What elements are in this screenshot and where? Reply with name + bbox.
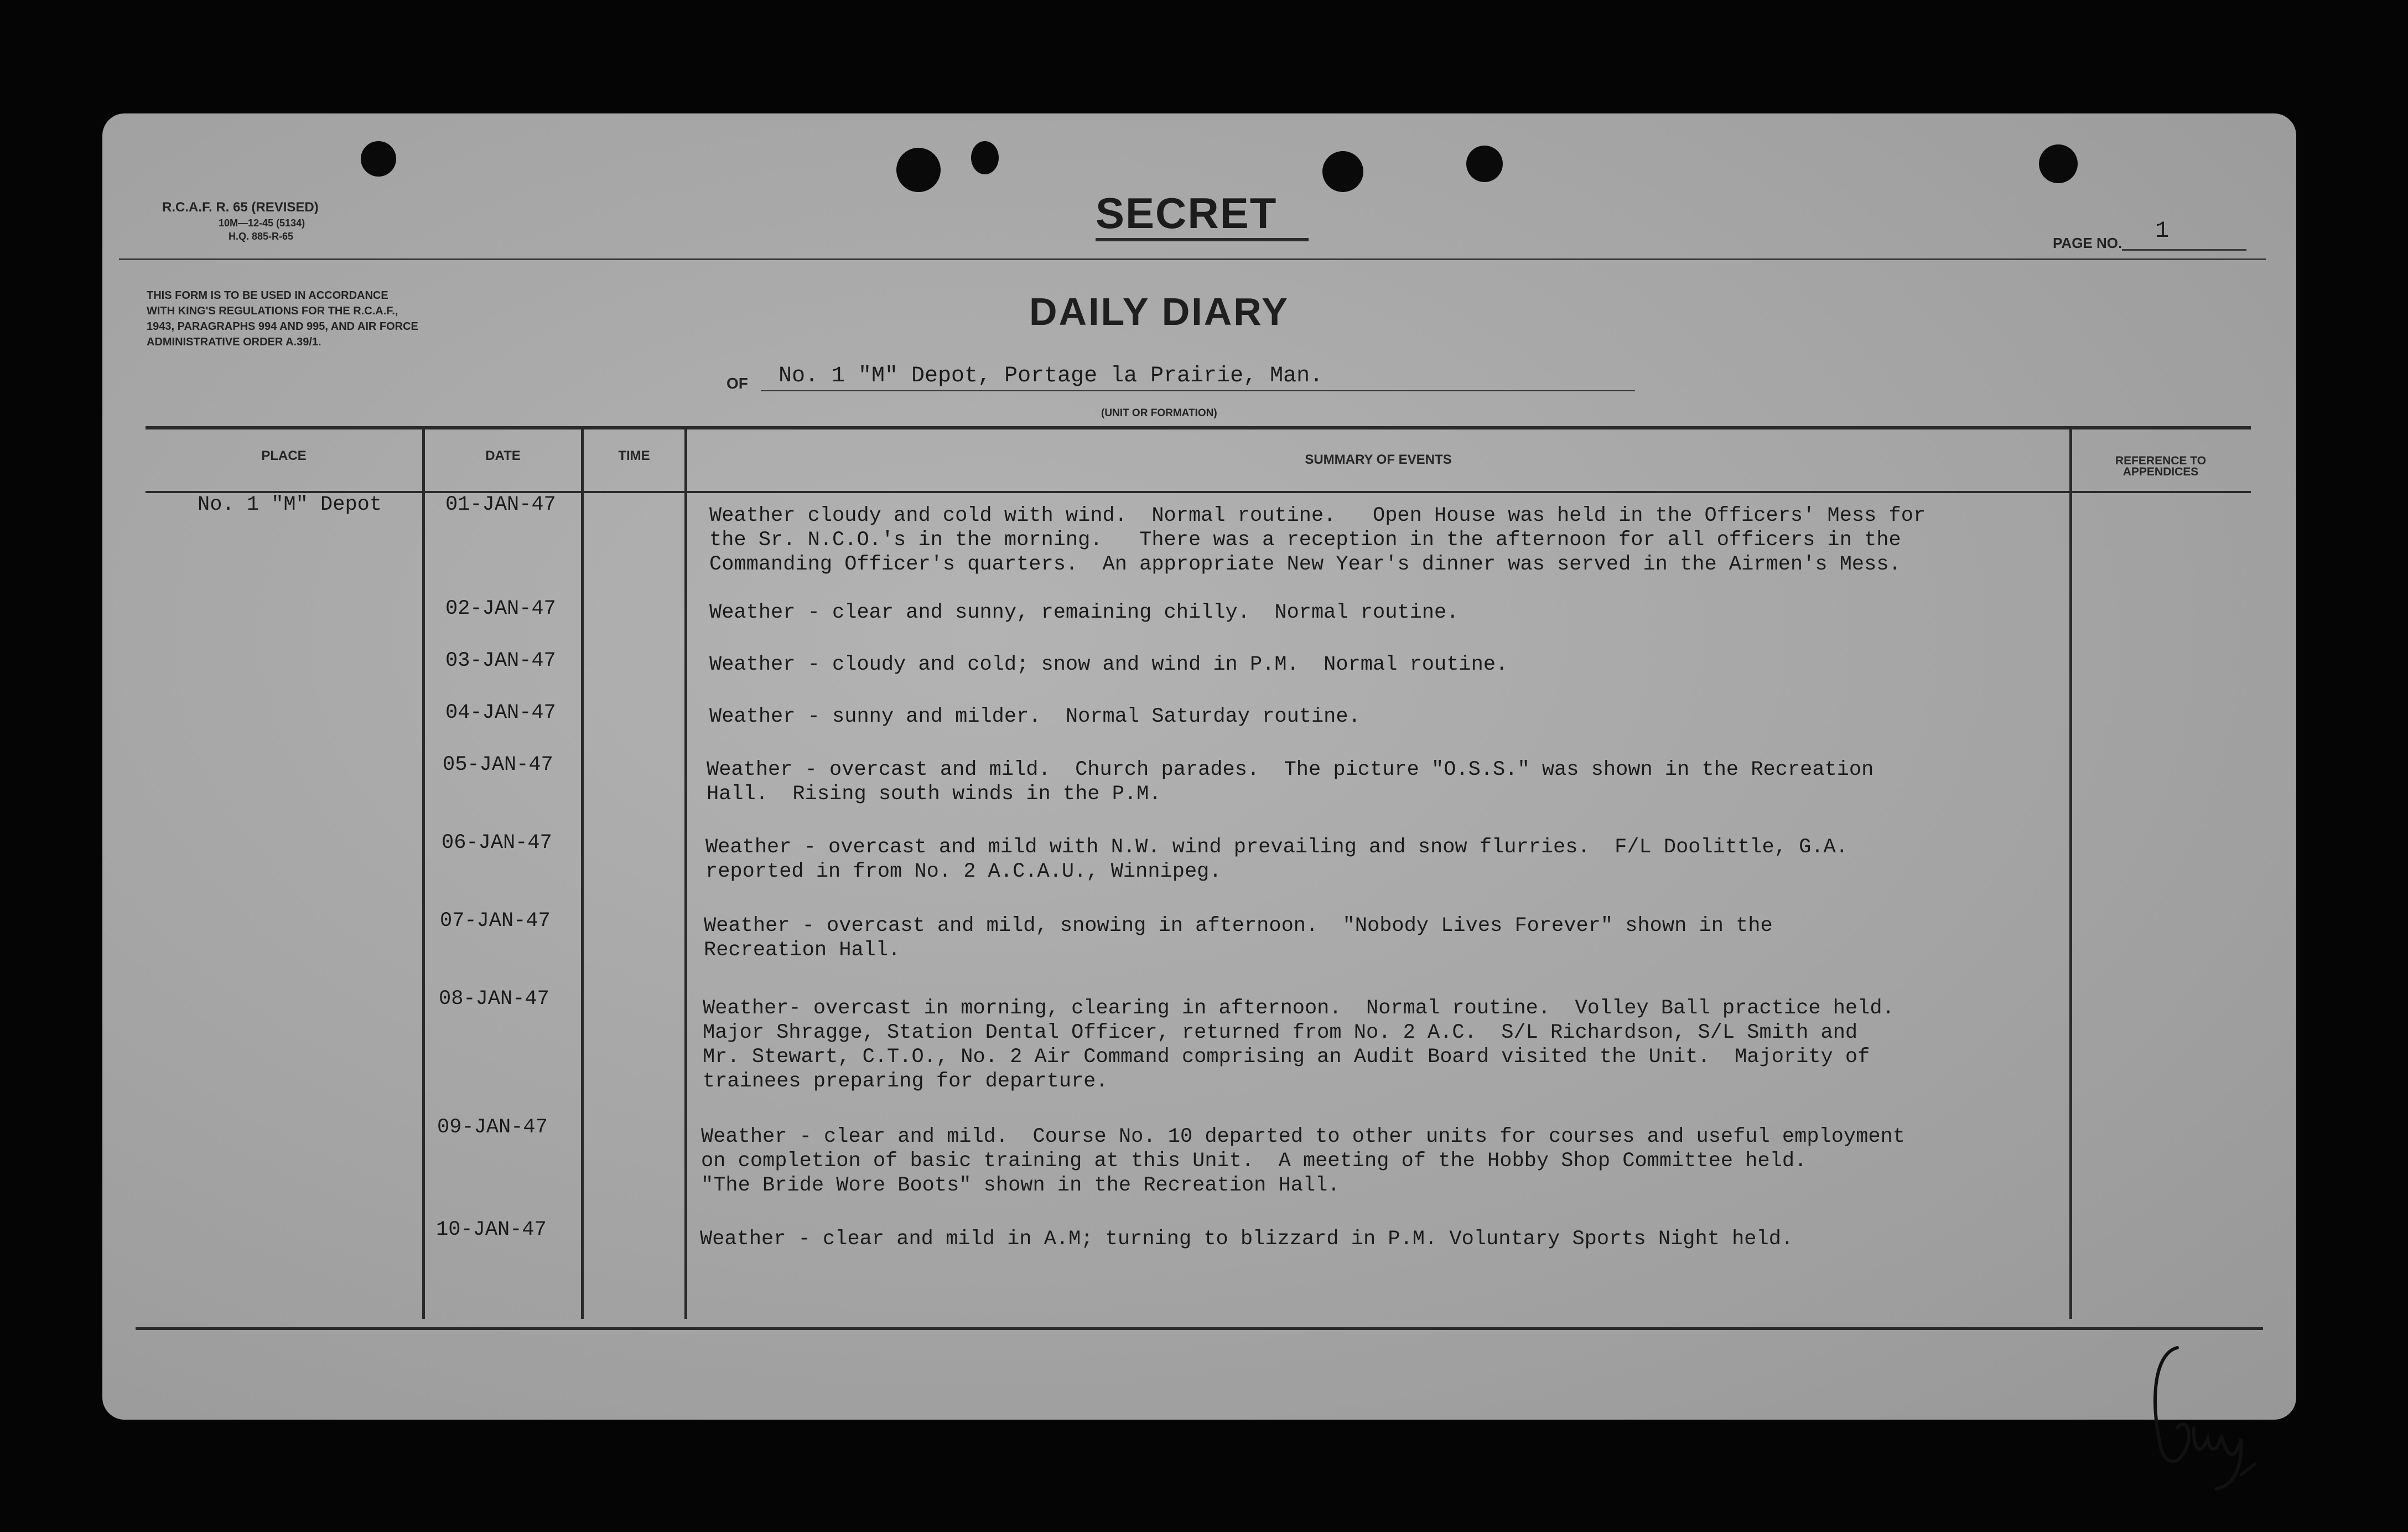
entry-summary: Weather - cloudy and cold; snow and wind in P.M. Normal routine. bbox=[709, 653, 1508, 676]
entry-summary: Weather - overcast and mild, snowing in afternoon. "Nobody Lives Forever" shown in the Recreation Hall. bbox=[704, 914, 1773, 962]
entry-date: 04-JAN-47 bbox=[445, 701, 556, 724]
page-number-line bbox=[2122, 249, 2246, 251]
place-column-header: PLACE bbox=[261, 448, 307, 463]
entry-summary: Weather cloudy and cold with wind. Normal routine. Open House was held in the Officers' Mess for the Sr. N.C.O.'s in the morning. There was a reception in the afternoon for all officers in the Commanding Officer's quarters. An appropriate New Year's dinner was served in the Airmen's Mess. bbox=[709, 504, 1926, 576]
punch-hole bbox=[361, 141, 396, 177]
diary-sheet bbox=[102, 113, 2296, 1420]
entry-summary: Weather - clear and mild. Course No. 10 departed to other units for courses and useful employment on completion of basic training at this Unit. A meeting of the Hobby Shop Committee held. "The Bride Wore Boots" shown in the Recreation Hall. bbox=[701, 1125, 1905, 1197]
entry-summary: Weather- overcast in morning, clearing in afternoon. Normal routine. Volley Ball practice held. Major Shragge, Station Dental Officer, returned from No. 2 A.C. S/L Richardson, S/L Smith and Mr. Stewart, C.T.O., No. 2 Air Command comprising an Audit Board visited the Unit. Majority of trainees preparing for departure. bbox=[703, 997, 1895, 1093]
punch-hole bbox=[1322, 151, 1363, 192]
column-divider bbox=[422, 426, 425, 1319]
entry-summary: Weather - overcast and mild with N.W. wind prevailing and snow flurries. F/L Doolittle, G.A. reported in from No. 2 A.C.A.U., Winnipeg. bbox=[705, 836, 1848, 883]
entry-summary: Weather - clear and mild in A.M; turning to blizzard in P.M. Voluntary Sports Night held. bbox=[700, 1228, 1794, 1251]
time-column-header: TIME bbox=[618, 448, 650, 463]
date-column-header: DATE bbox=[485, 448, 521, 463]
instruction-line: THIS FORM IS TO BE USED IN ACCORDANCE bbox=[147, 289, 388, 302]
column-divider bbox=[581, 426, 584, 1319]
table-bottom-rule bbox=[136, 1327, 2263, 1330]
entry-date: 03-JAN-47 bbox=[445, 649, 556, 672]
entry-date: 08-JAN-47 bbox=[439, 987, 549, 1011]
diary-title: DAILY DIARY bbox=[1029, 290, 1289, 333]
instruction-line: WITH KING'S REGULATIONS FOR THE R.C.A.F., bbox=[147, 305, 398, 317]
entry-summary: Weather - overcast and mild. Church parades. The picture "O.S.S." was shown in the Recreation Hall. Rising south winds in the P.M. bbox=[707, 758, 1874, 806]
reference-column-header bbox=[2072, 456, 2249, 478]
column-divider bbox=[684, 426, 687, 1319]
instruction-line: ADMINISTRATIVE ORDER A.39/1. bbox=[147, 336, 321, 348]
table-top-rule bbox=[146, 426, 2251, 429]
signature bbox=[2144, 1331, 2260, 1497]
entry-summary: Weather - sunny and milder. Normal Saturday routine. bbox=[709, 705, 1361, 728]
entry-date: 01-JAN-47 bbox=[445, 493, 556, 516]
unit-line bbox=[761, 390, 1635, 391]
page-number: 1 bbox=[2155, 218, 2170, 244]
entry-date: 02-JAN-47 bbox=[445, 597, 556, 620]
hq-code: H.Q. 885-R-65 bbox=[229, 231, 294, 242]
form-instructions bbox=[147, 288, 418, 350]
punch-hole bbox=[1466, 146, 1503, 182]
classification-stamp: SECRET bbox=[1096, 189, 1278, 237]
entry-date: 07-JAN-47 bbox=[440, 909, 551, 933]
entry-date: 06-JAN-47 bbox=[442, 831, 552, 855]
punch-hole bbox=[2039, 144, 2078, 183]
summary-column-header: SUMMARY OF EVENTS bbox=[1305, 452, 1452, 467]
print-code: 10M—12-45 (5134) bbox=[219, 218, 305, 229]
entry-date: 09-JAN-47 bbox=[437, 1116, 548, 1139]
header-rule bbox=[119, 258, 2266, 260]
of-label: OF bbox=[726, 375, 748, 392]
entry-date: 05-JAN-47 bbox=[443, 753, 553, 777]
place-cell: No. 1 "M" Depot bbox=[198, 493, 382, 516]
unit-name: No. 1 "M" Depot, Portage la Prairie, Man. bbox=[779, 364, 1324, 389]
page-label: PAGE NO. bbox=[2053, 235, 2122, 251]
entry-date: 10-JAN-47 bbox=[436, 1218, 547, 1241]
column-divider bbox=[2069, 426, 2072, 1319]
form-number: R.C.A.F. R. 65 (REVISED) bbox=[162, 200, 319, 215]
reference-header-line: REFERENCE TO bbox=[2115, 454, 2207, 467]
unit-caption: (UNIT OR FORMATION) bbox=[1101, 407, 1217, 419]
instruction-line: 1943, PARAGRAPHS 994 AND 995, AND AIR FORCE bbox=[147, 320, 418, 333]
reference-header-line: APPENDICES bbox=[2122, 465, 2199, 478]
punch-hole bbox=[971, 141, 999, 174]
punch-hole bbox=[896, 148, 941, 192]
classification-underline bbox=[1096, 238, 1309, 241]
entry-summary: Weather - clear and sunny, remaining chilly. Normal routine. bbox=[709, 601, 1459, 624]
